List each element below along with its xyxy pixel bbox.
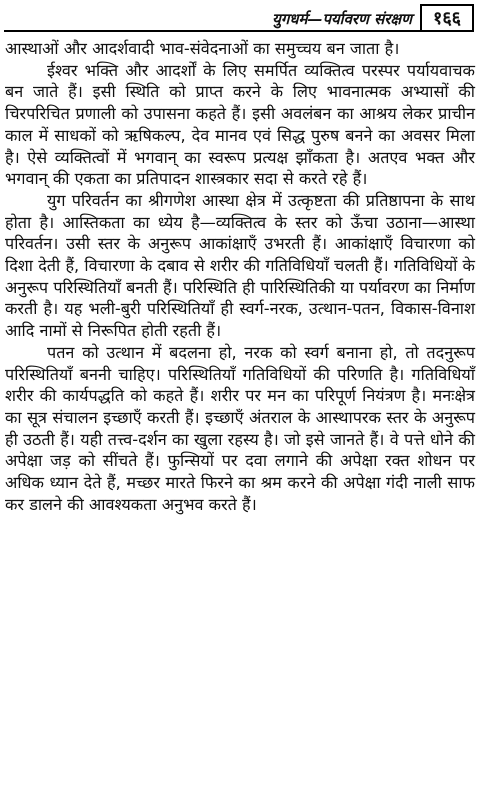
page-number: १६६: [432, 8, 462, 29]
paragraph: युग परिवर्तन का श्रीगणेश आस्था क्षेत्र में उत्कृष्टता की प्रतिष्ठापना के साथ होता है। आस्तिकता का ध्येय है—व्यक्तित्व के स्तर को ऊँचा उठाना—आस्था परिवर्तन। उसी स्तर के अनुरूप आकांक्षाएँ उभरती हैं। आकांक्षाएँ विचारणा को दिशा देती हैं, विचारणा के दबाव से शरीर की गतिविधियाँ चलती हैं। गतिविधियों के अनुरूप परिस्थितियाँ बनती हैं। परिस्थिति ही पारिस्थितिकी या पर्यावरण का निर्माण करती है। यह भली-बुरी परिस्थितियाँ ही स्वर्ग-नरक, उत्थान-पतन, विकास-विनाश आदि नामों से निरूपित होती रहती हैं।: [5, 190, 475, 341]
paragraph: पतन को उत्थान में बदलना हो, नरक को स्वर्ग बनाना हो, तो तदनुरूप परिस्थितियाँ बननी चाहिए। परिस्थितियाँ गतिविधियों की परिणति है। गतिविधियाँ शरीर की कार्यपद्धति को कहते हैं। शरीर पर मन का परिपूर्ण नियंत्रण है। मनःक्षेत्र का सूत्र संचालन इच्छाएँ करती हैं। इच्छाएँ अंतराल के आस्थापरक स्तर के अनुरूप ही उठती हैं। यही तत्त्व-दर्शन का खुला रहस्य है। जो इसे जानते हैं। वे पत्ते धोने की अपेक्षा जड़ को सींचते हैं। फुन्सियों पर दवा लगाने की अपेक्षा रक्त शोधन पर अधिक ध्यान देते हैं, मच्छर मारते फिरने का श्रम करने की अपेक्षा गंदी नाली साफ कर डालने की आवश्यकता अनुभव करते हैं।: [5, 342, 475, 514]
paragraph: आस्थाओं और आदर्शवादी भाव-संवेदनाओं का समुच्चय बन जाता है।: [5, 39, 400, 58]
paragraph: ईश्वर भक्ति और आदर्शों के लिए समर्पित व्यक्तित्व परस्पर पर्यायवाचक बन जाते हैं। इसी स्थिति को प्राप्त करने के लिए भावनात्मक अभ्यासों की चिरपरिचित प्रणाली को उपासना कहते हैं। इसी अवलंबन का आश्रय लेकर प्राचीन काल में साधकों को ऋषिकल्प, देव मानव एवं सिद्ध पुरुष बनने का अवसर मिला है। ऐसे व्यक्तित्वों में भगवान् का स्वरूप प्रत्यक्ष झाँकता है। अतएव भक्त और भगवान् की एकता का प्रतिपादन शास्त्रकार सदा से करते रहे हैं।: [5, 60, 475, 189]
page-number-box: [420, 4, 474, 32]
running-title: युगधर्म—पर्यावरण संरक्षण: [272, 10, 412, 28]
page-header: [4, 4, 474, 32]
header-rule: [4, 30, 420, 32]
page-body: [5, 38, 475, 515]
running-header: [4, 9, 420, 32]
